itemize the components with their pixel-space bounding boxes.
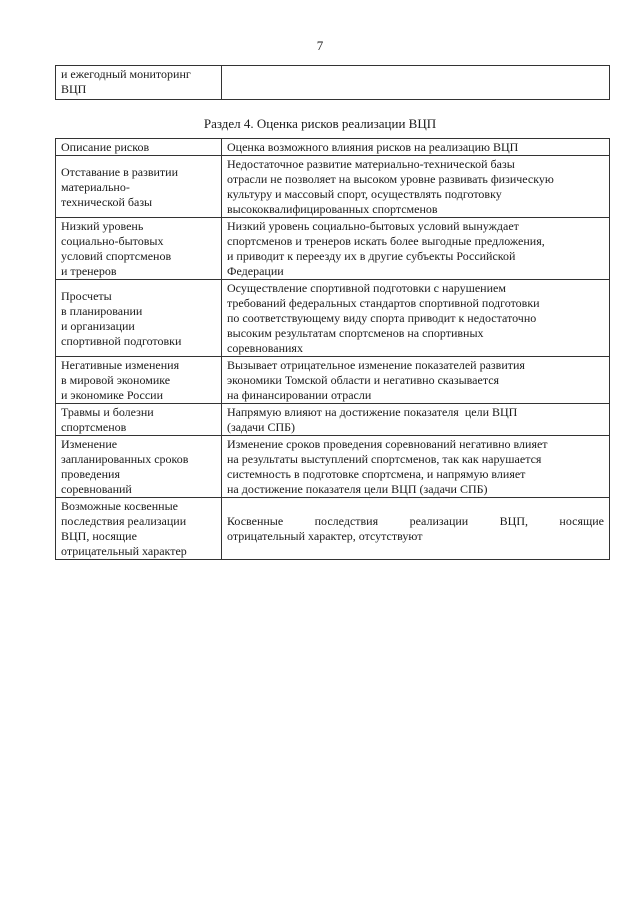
risk-cell (56, 404, 222, 436)
cell-line: последствия реализации (61, 514, 187, 528)
table-cell (56, 66, 222, 100)
continued-table (55, 65, 610, 100)
cell-line: условий спортсменов (61, 249, 172, 263)
cell-line: требований федеральных стандартов спортивной подготовки (227, 296, 540, 310)
cell-line: на достижение показателя цели ВЦП (задачи СПБ) (227, 482, 488, 496)
table-row (56, 357, 610, 404)
cell-line: Изменение (61, 437, 118, 451)
cell-line: спортивной подготовки (61, 333, 182, 348)
cell-line: Изменение сроков проведения соревнований негативно влияет (227, 437, 548, 451)
impact-cell (222, 404, 610, 436)
cell-line: высококвалифицированных спортсменов (227, 202, 438, 216)
risk-cell (56, 498, 222, 560)
table-row (56, 498, 610, 560)
cell-line: в планировании (61, 303, 143, 318)
section-title: Раздел 4. Оценка рисков реализации ВЦП (203, 116, 437, 131)
risk-cell (56, 436, 222, 498)
header-impact-assessment: Оценка возможного влияния рисков на реализацию ВЦП (222, 139, 610, 156)
cell-line: и экономике России (61, 388, 164, 402)
risk-cell (56, 357, 222, 404)
cell-line: на финансировании отрасли (227, 388, 372, 402)
cell-line: спортсменов (61, 420, 127, 434)
impact-cell (222, 436, 610, 498)
cell-line: и приводит к переезду их в другие субъекты Российской (227, 249, 516, 263)
risk-table (55, 138, 610, 560)
cell-line: Низкий уровень социально-бытовых условий вынуждает (227, 219, 519, 233)
cell-line: Просчеты (61, 288, 112, 303)
cell-line: Низкий уровень (61, 219, 144, 233)
cell-line: культуру и массовый спорт, осуществлять подготовку (227, 187, 502, 201)
table-row (56, 436, 610, 498)
cell-line: отрицательный характер, отсутствуют (227, 529, 423, 543)
cell-line: соревнованиях (227, 341, 303, 355)
cell-line: Негативные изменения (61, 358, 180, 372)
impact-cell (222, 357, 610, 404)
cell-line: экономики Томской области и негативно сказывается (227, 373, 500, 387)
table-row (56, 218, 610, 280)
impact-cell (222, 498, 610, 560)
cell-line: высоким результатам спортсменов на спортивных (227, 326, 484, 340)
risk-cell (56, 156, 222, 218)
cell-line: Напрямую влияют на достижение показателя цели ВЦП (227, 405, 518, 419)
risk-cell (56, 218, 222, 280)
cell-line: соревнований (61, 482, 132, 496)
cell-line: проведения (61, 467, 120, 481)
table-row (56, 280, 610, 357)
cell-line: Отставание в развитии (61, 164, 179, 179)
cell-line: Осуществление спортивной подготовки с нарушением (227, 281, 506, 295)
cell-line: на результаты выступлений спортсменов, так как нарушается (227, 452, 542, 466)
table-header-row (56, 139, 610, 156)
cell-line: Вызывает отрицательное изменение показателей развития (227, 358, 525, 372)
cell-line: (задачи СПБ) (227, 420, 296, 434)
risk-cell (56, 280, 222, 357)
cell-line: Федерации (227, 264, 284, 278)
cell-line: Возможные косвенные (61, 499, 178, 513)
cell-line: Травмы и болезни (61, 405, 154, 419)
header-risk-description: Описание рисков (56, 139, 222, 156)
cell-line: и организации (61, 318, 135, 333)
cell-line: ВЦП, носящие (61, 529, 137, 543)
cell-line: социально-бытовых (61, 234, 164, 248)
table-row (56, 404, 610, 436)
cell-line: по соответствующему виду спорта приводит к недостаточно (227, 311, 537, 325)
cell-line: Недостаточное развитие материально-технической базы (227, 157, 515, 171)
table-row (56, 66, 610, 100)
cell-line: технической базы (61, 194, 153, 209)
cell-line: материально- (61, 179, 130, 194)
cell-line: системность в подготовке спортсмена, и напрямую влияет (227, 467, 526, 481)
cell-line: и тренеров (61, 264, 117, 278)
impact-cell (222, 156, 610, 218)
impact-cell (222, 280, 610, 357)
cell-line: и ежегодный мониторинг (61, 67, 191, 81)
cell-line: ВЦП (61, 82, 87, 96)
cell-line: отрасли не позволяет на высоком уровне развивать физическую (227, 172, 554, 186)
cell-line: в мировой экономике (61, 373, 171, 387)
cell-line: отрицательный характер (61, 544, 187, 558)
cell-line: спортсменов и тренеров искать более выгодные предложения, (227, 234, 545, 248)
cell-line: Косвенные последствия реализации ВЦП, носящие (227, 514, 604, 528)
table-cell (222, 66, 610, 100)
table-row (56, 156, 610, 218)
page-number: 7 (316, 38, 324, 53)
impact-cell (222, 218, 610, 280)
cell-line: запланированных сроков (61, 452, 189, 466)
